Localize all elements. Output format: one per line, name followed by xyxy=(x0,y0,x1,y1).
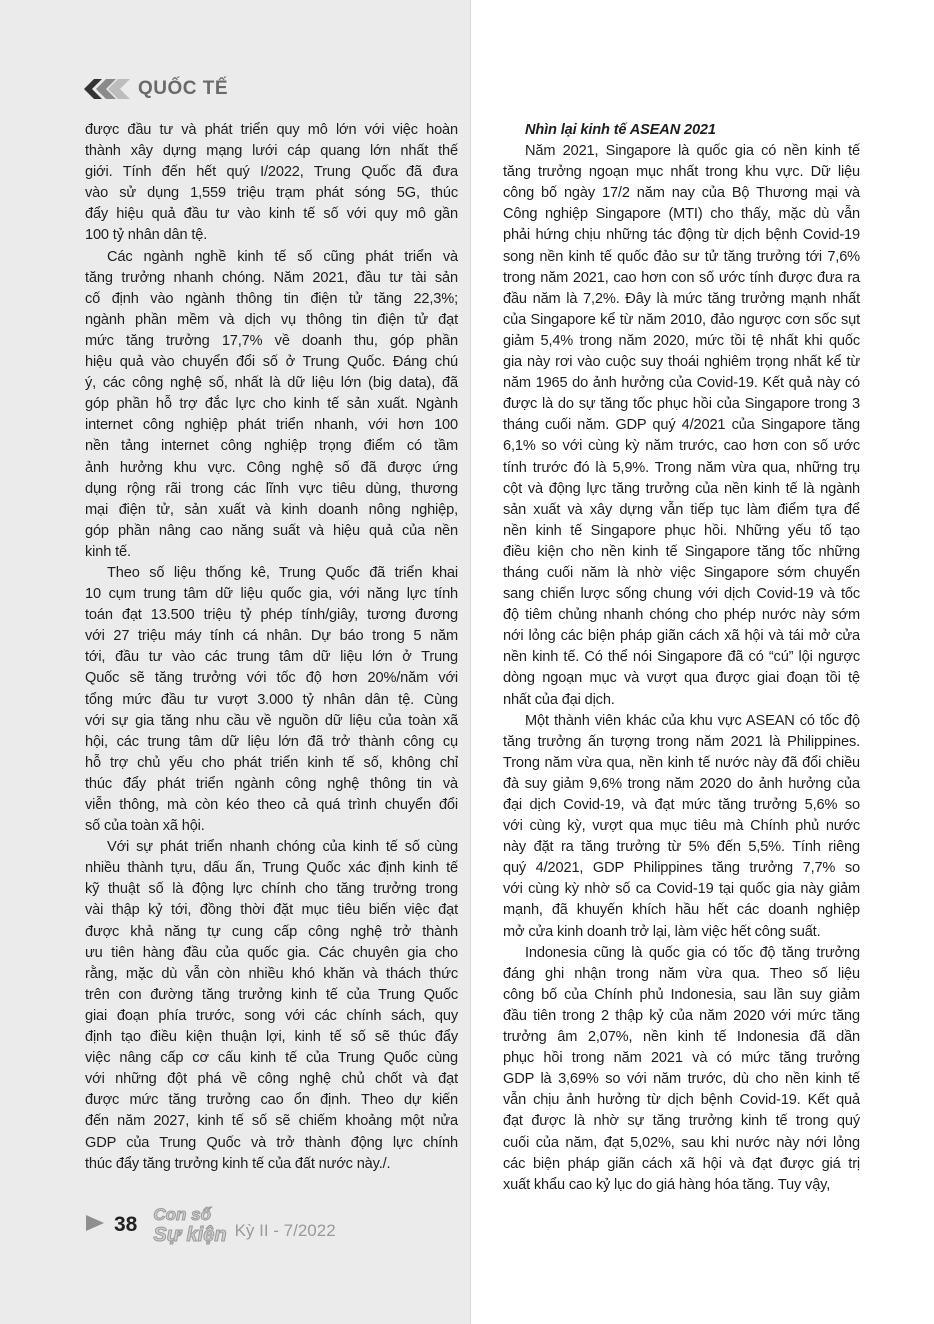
text-line: mại điện tử, sản xuất và kinh doanh nông nghiệp, xyxy=(85,501,458,518)
text-line: với những đột phá về công nghệ chủ chốt và đạt xyxy=(85,1071,458,1088)
left-article-column xyxy=(85,120,458,1175)
text-line: giai đoạn phía trước, song với các chính sách, quy xyxy=(85,1007,458,1024)
text-line: được là do sự tăng tốc phục hồi của Singapore trong 3 xyxy=(503,396,860,413)
text-line: tính trước đó là 5,9%. Trong năm vừa qua, những trụ xyxy=(503,459,860,476)
text-line: nới lỏng các biện pháp giãn cách xã hội và tái mở cửa xyxy=(503,628,860,645)
text-line: 6,1% so với cùng kỳ năm trước, cao hơn con số ước xyxy=(503,438,860,455)
text-line: toán đạt 13.500 triệu tỷ phép tính/giây, tương đương xyxy=(85,607,458,624)
text-line: đáng ghi nhận trong năm vừa qua. Theo số liệu xyxy=(503,965,860,982)
text-line: số của toàn xã hội. xyxy=(85,818,205,835)
text-line: mức tăng trưởng 17,7% về doanh thu, góp phần xyxy=(85,332,458,349)
text-line: hỗ trợ chủ yếu cho phát triển kinh tế số, không chỉ xyxy=(85,754,458,771)
text-line: với cùng kỳ nhờ số ca Covid-19 tại quốc gia này giảm xyxy=(503,881,860,898)
text-line: nhiều thành tựu, dấu ấn, Trung Quốc xác định kinh tế xyxy=(85,860,458,877)
text-line: giảm 5,4% trong năm 2020, mức tồi tệ nhất khi quốc xyxy=(503,332,860,349)
text-line: đà suy giảm 9,6% trong năm 2020 do ảnh hưởng của xyxy=(503,775,860,792)
text-line: Quốc sẽ tăng trưởng với tốc độ hơn 20%/năm với xyxy=(85,670,458,687)
text-line: rằng, mặc dù vẫn còn nhiều khó khăn và thách thức xyxy=(85,965,458,982)
section-header xyxy=(84,76,228,102)
text-line: các biện pháp giãn cách xã hội và đạt được giá trị xyxy=(503,1155,860,1172)
text-line: internet công nghiệp phát triển nhanh, với hơn 100 xyxy=(85,417,458,434)
text-line: cột và động lực tăng trưởng của nền kinh tế là ngành xyxy=(503,480,860,497)
double-chevron-left-icon xyxy=(84,76,132,102)
text-line: năm 1965 do ảnh hưởng của Covid-19. Kết quả này có xyxy=(503,375,860,392)
text-line: sản xuất và xây dựng vẫn tiếp tục làm điểm tựa để xyxy=(503,501,860,518)
paragraph xyxy=(503,141,860,711)
text-line: Indonesia cũng là quốc gia có tốc độ tăng trưởng xyxy=(525,944,860,961)
text-line: của Singapore kể từ năm 2010, đảo ngược cơn sốc sụt xyxy=(503,311,860,328)
text-line: mạnh, đã khuyến khích hầu hết các doanh nghiệp xyxy=(503,902,860,919)
text-line: với 27 triệu máy tính cá nhân. Dự báo trong 5 năm xyxy=(85,628,458,645)
text-line: được đầu tư và phát triển quy mô lớn với việc hoàn xyxy=(85,122,458,138)
text-line: vài thập kỷ tới, đồng thời đặt mục tiêu biến việc đạt xyxy=(85,902,458,919)
text-line: Năm 2021, Singapore là quốc gia có nền kinh tế xyxy=(525,143,860,160)
text-line: nền tảng internet công nghiệp trọng điểm có tầm xyxy=(85,438,458,455)
page-number: 38 xyxy=(114,1213,138,1236)
subheading: Nhìn lại kinh tế ASEAN 2021 xyxy=(525,122,716,138)
text-line: thành xây dựng mạng lưới cáp quang lớn nhất thế xyxy=(85,143,458,160)
text-line: sang chiến lược sống chung với dịch Covid-19 và tốc xyxy=(503,586,860,603)
text-line: trưởng âm 2,07%, nền kinh tế Indonesia đã dần xyxy=(503,1029,860,1046)
text-line: dòng ngoạn mục và vượt qua được giai đoạn tồi tệ xyxy=(503,670,860,687)
text-line: định tạo điều kiện thuận lợi, kinh tế số sẽ thúc đẩy xyxy=(85,1029,458,1046)
text-line: này đặt ra tăng trưởng từ 5% đến 5,5%. Tính riêng xyxy=(503,839,860,856)
text-line: với cùng kỳ, vượt qua mục tiêu mà Chính phủ nước xyxy=(503,818,860,835)
logo-line-1: Con số xyxy=(153,1205,211,1224)
logo-line-2: Sự kiện xyxy=(153,1224,227,1246)
text-line: gia này rơi vào cuộc suy thoái nghiêm trọng nhất kể từ xyxy=(503,354,860,371)
text-line: Trong năm vừa qua, nền kinh tế nước này đã đổi chiều xyxy=(503,754,860,771)
text-line: đến năm 2027, kinh tế số sẽ chiếm khoảng một nửa xyxy=(85,1113,458,1130)
text-line: vẫn chịu ảnh hưởng từ dịch bệnh Covid-19. Kết quả xyxy=(503,1092,860,1109)
text-line: đại dịch Covid-19, và đạt mức tăng trưởng 5,6% so xyxy=(503,797,860,813)
text-line: kỹ thuật số là động lực chính cho tăng trưởng trong xyxy=(85,881,458,898)
text-line: công bố của Chính phủ Indonesia, sau lần suy giảm xyxy=(503,986,860,1003)
text-line: ưu tiên hàng đầu của quốc gia. Các chuyên gia cho xyxy=(85,944,458,961)
text-line: đẩy hiệu quả đầu tư vào kinh tế số với quy mô gần xyxy=(85,206,458,223)
text-line: song nền kinh tế quốc đảo sư tử tăng trưởng tới 7,6% xyxy=(503,248,860,265)
text-line: 100 tỷ nhân dân tệ. xyxy=(85,227,208,244)
text-line: phải hứng chịu những tác động từ dịch bệnh Covid-19 xyxy=(503,227,860,244)
right-article-column xyxy=(503,120,860,1196)
text-line: dụng rộng rãi trong các lĩnh vực tiêu dùng, thương xyxy=(85,480,458,497)
text-line: đầu tiên trong 2 thập kỷ của năm 2020 với mức tăng xyxy=(503,1007,860,1024)
text-line: tổng mức đầu tư vượt 3.000 tỷ nhân dân tệ. Cùng xyxy=(85,691,458,708)
text-line: hiệu quả vào chuyển đổi số ở Trung Quốc. Đáng chú xyxy=(85,354,458,371)
text-line: với sự gia tăng nhu cầu về nguồn dữ liệu của toàn xã xyxy=(85,712,458,729)
text-line: cố định vào ngành thông tin điện tử tăng 22,3%; xyxy=(85,290,458,307)
text-line: tháng cuối năm là nhờ việc Singapore sớm chuyển xyxy=(503,564,860,581)
text-line: vào sử dụng 1,559 triệu trạm phát sóng 5G, thúc xyxy=(85,185,458,202)
text-line: việc nâng cấp cơ cấu kinh tế của Trung Quốc cùng xyxy=(85,1050,458,1067)
text-line: nền kinh tế Singapore phục hồi. Những yếu tố tạo xyxy=(503,522,860,539)
magazine-logo xyxy=(153,1204,226,1246)
text-line: được khả năng tự cung cấp công nghệ trở thành xyxy=(85,923,458,940)
text-line: GDP của Trung Quốc và trở thành động lực chính xyxy=(85,1134,458,1151)
text-line: thúc đẩy phát triển ngành công nghệ thông tin và xyxy=(85,775,458,792)
text-line: kinh tế. xyxy=(85,543,131,560)
paragraph xyxy=(85,837,458,1175)
text-line: nhất của đại dịch. xyxy=(503,691,615,708)
text-line: thúc đẩy tăng trưởng kinh tế của đất nước này./. xyxy=(85,1155,391,1172)
text-line: công bố ngày 17/2 năm nay của Bộ Thương mại và xyxy=(503,185,860,202)
triangle-right-icon xyxy=(84,1212,106,1239)
text-line: Công nghiệp Singapore (MTI) cho thấy, mặc dù vẫn xyxy=(503,206,860,223)
page-footer xyxy=(84,1204,336,1246)
text-line: trên con đường tăng trưởng kinh tế của Trung Quốc xyxy=(85,986,458,1003)
text-line: góp phần hỗ trợ đắc lực cho kinh tế sản xuất. Ngành xyxy=(85,396,458,413)
section-title: QUỐC TẾ xyxy=(138,78,229,99)
paragraph xyxy=(85,247,458,563)
paragraph xyxy=(85,563,458,837)
text-line: cuối của năm, đạt 5,02%, sau khi nước này nới lỏng xyxy=(503,1134,860,1151)
text-line: GDP là 3,69% so với năm trước, dù cho nền kinh tế xyxy=(503,1071,860,1088)
text-line: được mức tăng trưởng cao ổn định. Theo dự kiến xyxy=(85,1092,458,1109)
paragraph xyxy=(503,711,860,943)
text-line: giới. Tính đến hết quý I/2022, Trung Quốc đã đưa xyxy=(85,164,458,181)
text-line: Các ngành nghề kinh tế số cũng phát triển và xyxy=(107,248,458,265)
text-line: đạt được là nhờ sự tăng trưởng kinh tế trong quý xyxy=(503,1113,860,1130)
text-line: điều kiện cho nền kinh tế Singapore tăng tốc những xyxy=(503,543,860,560)
text-line: xuất khẩu cao kỷ lục do giá hàng hóa tăng. Tuy vậy, xyxy=(503,1176,831,1193)
text-line: ảnh hưởng khu vực. Công nghệ số đã được ứng xyxy=(85,459,458,476)
text-line: nền kinh tế. Có thể nói Singapore đã có “cú” lội ngược xyxy=(503,649,860,666)
text-line: 10 cụm trung tâm dữ liệu quốc gia, với năng lực tính xyxy=(85,586,458,603)
text-line: tăng trưởng nhanh chóng. Năm 2021, đầu tư tài sản xyxy=(85,269,458,286)
text-line: độ tiêm chủng nhanh chóng cho phép nước này sớm xyxy=(503,607,860,624)
text-line: trong năm 2021, cao hơn con số ước tính được đưa ra xyxy=(503,269,860,286)
text-line: Theo số liệu thống kê, Trung Quốc đã triển khai xyxy=(107,564,458,581)
text-line: viễn thông, mà còn kéo theo cả quá trình chuyển đổi xyxy=(85,797,458,813)
text-line: tới, đầu tư vào các trung tâm dữ liệu lớn ở Trung xyxy=(85,649,458,666)
paragraph xyxy=(503,943,860,1196)
text-line: phục hồi trong năm 2021 và có mức tăng trưởng xyxy=(503,1050,860,1067)
issue-label: Kỳ II - 7/2022 xyxy=(234,1221,336,1240)
text-line: hội, các trung tâm dữ liệu lớn đã trở thành công cụ xyxy=(85,733,458,750)
paragraph xyxy=(85,120,458,247)
text-line: tăng trưởng ấn tượng trong năm 2021 là Philippines. xyxy=(503,733,860,750)
text-line: Một thành viên khác của khu vực ASEAN có tốc độ xyxy=(525,712,860,729)
text-line: mở cửa kinh doanh trở lại, làm việc hết công suất. xyxy=(503,923,821,940)
text-line: tăng trưởng ngoạn mục nhất trong khu vực. Dữ liệu xyxy=(503,164,860,181)
text-line: ngành phần mềm và dịch vụ thông tin điện tử đạt xyxy=(85,311,458,328)
text-line: ý, các công nghệ số, nhất là dữ liệu lớn (big data), đã xyxy=(85,375,458,392)
text-line: đầu năm là 7,2%. Đây là mức tăng trưởng mạnh nhất xyxy=(503,290,860,307)
text-line: quý 4/2021, GDP Philippines tăng trưởng 7,7% so xyxy=(503,860,860,877)
text-line: Với sự phát triển nhanh chóng của kinh tế số cùng xyxy=(107,839,458,856)
text-line: góp phần nâng cao năng suất và hiệu quả của nền xyxy=(85,522,458,539)
text-line: tháng cuối năm. GDP quý 4/2021 của Singapore tăng xyxy=(503,417,860,434)
